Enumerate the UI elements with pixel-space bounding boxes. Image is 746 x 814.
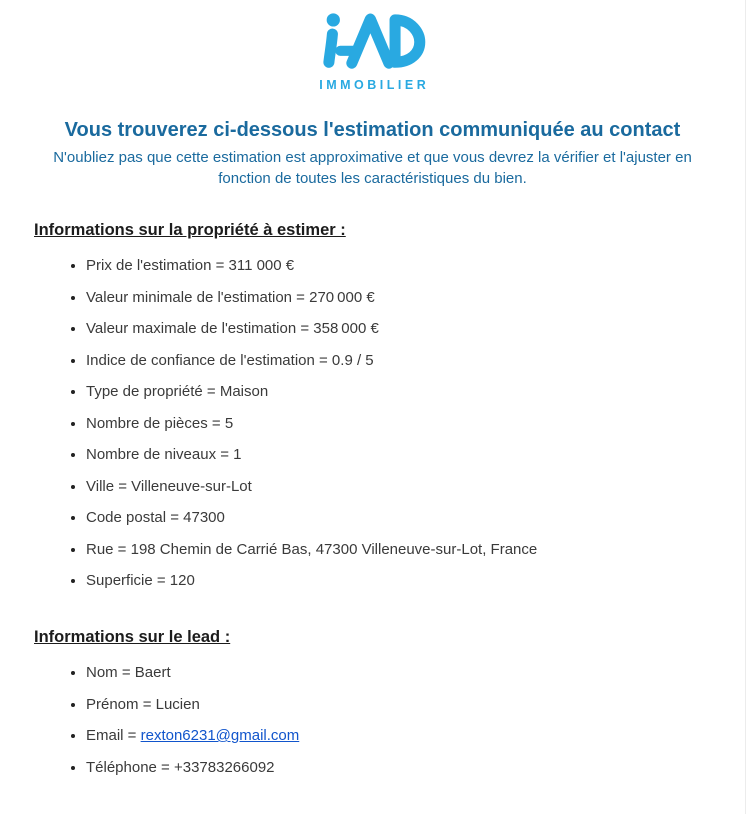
brand-logo — [0, 0, 745, 92]
section-heading-lead: Informations sur le lead : — [34, 628, 231, 646]
list-item: • Nombre de pièces = 5 — [86, 415, 711, 433]
page-title: Vous trouverez ci-dessous l'estimation communiquée au contact — [64, 119, 681, 141]
list-item: • Valeur maximale de l'estimation = 358 000 € — [86, 320, 711, 338]
brand-logo-subtext: IMMOBILIER — [319, 78, 430, 92]
list-item: • Superficie = 120 — [86, 572, 711, 590]
list-item: • Code postal = 47300 — [86, 509, 711, 527]
list-item — [86, 727, 711, 745]
section-heading-property: Informations sur la propriété à estimer : — [34, 221, 346, 239]
lead-info-list — [34, 664, 711, 777]
iad-logo-icon — [320, 12, 426, 72]
email-content — [0, 118, 745, 777]
page-subtitle: N'oubliez pas que cette estimation est approximative et que vous devrez la vérifier et l'ajuster en fonction de toutes les caractéristiques du bien. — [53, 149, 692, 187]
list-item: • Type de propriété = Maison — [86, 383, 711, 401]
list-item: • Valeur minimale de l'estimation = 270 000 € — [86, 289, 711, 307]
list-item: • Rue = 198 Chemin de Carrié Bas, 47300 Villeneuve-sur-Lot, France — [86, 541, 711, 559]
list-item: • Prénom = Lucien — [86, 696, 711, 714]
list-item: • Nom = Baert — [86, 664, 711, 682]
property-info-list — [34, 257, 711, 590]
list-item: • Ville = Villeneuve-sur-Lot — [86, 478, 711, 496]
email-link[interactable]: rexton6231@gmail.com — [140, 727, 300, 744]
list-item: • Nombre de niveaux = 1 — [86, 446, 711, 464]
list-item: • Indice de confiance de l'estimation = 0.9 / 5 — [86, 352, 711, 370]
list-item: • Prix de l'estimation = 311 000 € — [86, 257, 711, 275]
list-item: • Téléphone = +33783266092 — [86, 759, 711, 777]
list-item-label: Email = — [86, 727, 141, 744]
